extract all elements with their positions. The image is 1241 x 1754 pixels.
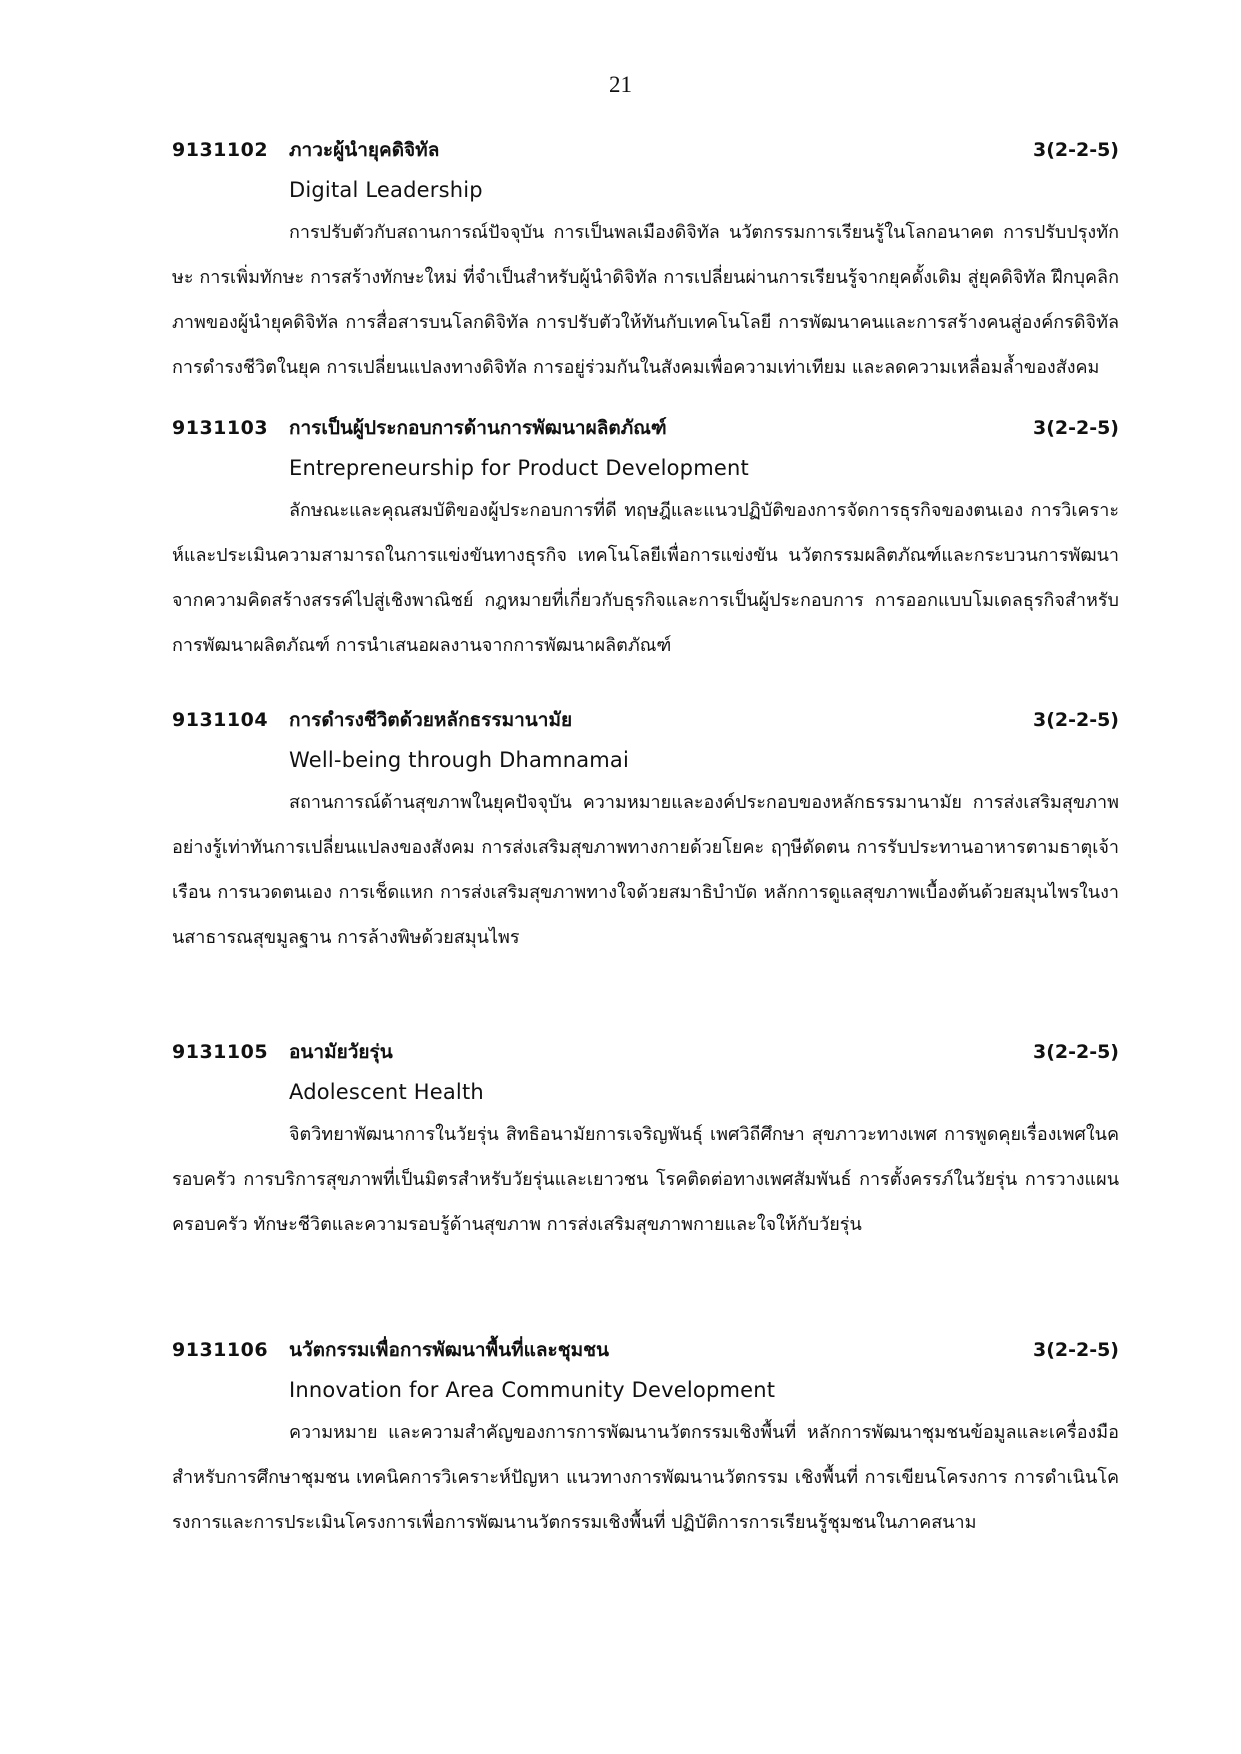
course-english-title: Adolescent Health [289,1080,484,1104]
course-header [172,408,1119,448]
page-number: 21 [609,72,632,97]
course-english-title: Digital Leadership [289,178,483,202]
course-header [172,1330,1119,1370]
course-code: 9131106 [172,1339,269,1361]
course-thai-title: นวัตกรรมเพื่อการพัฒนาพื้นที่และชุมชน [289,1339,610,1361]
course-code: 9131103 [172,417,269,439]
course-thai-title: ภาวะผู้นำยุคดิจิทัล [289,139,440,161]
course-entry [172,1330,1119,1545]
course-code: 9131105 [172,1041,269,1063]
course-entry [172,700,1119,960]
course-english-title: Entrepreneurship for Product Development [289,456,749,480]
course-description: สถานการณ์ด้านสุขภาพในยุคปัจจุบัน ความหมายและองค์ประกอบของหลักธรรมานามัย การส่งเสริมสุขภาพอย่างรู้เท่าทันการเปลี่ยนแปลงของสังคม การส่งเสริมสุขภาพทางกายด้วยโยคะ ฤๅษีดัดตน การรับประทานอาหารตามธาตุเจ้าเรือน การนวดตนเอง การเช็ดแหก การส่งเสริมสุขภาพทางใจด้วยสมาธิบำบัด หลักการดูแลสุขภาพเบื้องต้นด้วยสมุนไพรในงานสาธารณสุขมูลฐาน การล้างพิษด้วยสมุนไพร [172,792,1119,948]
course-english-title: Innovation for Area Community Development [289,1378,776,1402]
course-description: ความหมาย และความสำคัญของการการพัฒนานวัตกรรมเชิงพื้นที่ หลักการพัฒนาชุมชนข้อมูลและเครื่องมือสำหรับการศึกษาชุมชน เทคนิคการวิเคราะห์ปัญหา แนวทางการพัฒนานวัตกรรม เชิงพื้นที่ การเขียนโครงการ การดำเนินโครงการและการประเมินโครงการเพื่อการพัฒนานวัตกรรมเชิงพื้นที่ ปฏิบัติการการเรียนรู้ชุมชนในภาคสนาม [172,1422,1119,1533]
course-header [172,130,1119,170]
course-english-title: Well-being through Dhamnamai [289,748,630,772]
course-entry [172,408,1119,668]
course-header [172,1032,1119,1072]
course-description: ลักษณะและคุณสมบัติของผู้ประกอบการที่ดี ทฤษฎีและแนวปฏิบัติของการจัดการธุรกิจของตนเอง การวิเคราะห์และประเมินความสามารถในการแข่งขันทางธุรกิจ เทคโนโลยีเพื่อการแข่งขัน นวัตกรรมผลิตภัณฑ์และกระบวนการพัฒนาจากความคิดสร้างสรรค์ไปสู่เชิงพาณิชย์ กฎหมายที่เกี่ยวกับธุรกิจและการเป็นผู้ประกอบการ การออกแบบโมเดลธุรกิจสำหรับการพัฒนาผลิตภัณฑ์ การนำเสนอผลงานจากการพัฒนาผลิตภัณฑ์ [172,500,1119,656]
course-header [172,700,1119,740]
course-credits: 3(2-2-5) [1032,417,1119,439]
course-thai-title: การเป็นผู้ประกอบการด้านการพัฒนาผลิตภัณฑ์ [289,417,667,439]
course-entry [172,1032,1119,1247]
course-description: จิตวิทยาพัฒนาการในวัยรุ่น สิทธิอนามัยการเจริญพันธุ์ เพศวิถีศึกษา สุขภาวะทางเพศ การพูดคุยเรื่องเพศในครอบครัว การบริการสุขภาพที่เป็นมิตรสำหรับวัยรุ่นและเยาวชน โรคติดต่อทางเพศสัมพันธ์ การตั้งครรภ์ในวัยรุ่น การวางแผนครอบครัว ทักษะชีวิตและความรอบรู้ด้านสุขภาพ การส่งเสริมสุขภาพกายและใจให้กับวัยรุ่น [172,1124,1119,1235]
course-thai-title: การดำรงชีวิตด้วยหลักธรรมานามัย [289,709,573,731]
course-description: การปรับตัวกับสถานการณ์ปัจจุบัน การเป็นพลเมืองดิจิทัล นวัตกรรมการเรียนรู้ในโลกอนาคต การปรับปรุงทักษะ การเพิ่มทักษะ การสร้างทักษะใหม่ ที่จำเป็นสำหรับผู้นำดิจิทัล การเปลี่ยนผ่านการเรียนรู้จากยุคดั้งเดิม สู่ยุคดิจิทัล ฝึกบุคลิกภาพของผู้นำยุคดิจิทัล การสื่อสารบนโลกดิจิทัล การปรับตัวให้ทันกับเทคโนโลยี การพัฒนาคนและการสร้างคนสู่องค์กรดิจิทัล การดำรงชีวิตในยุค การเปลี่ยนแปลงทางดิจิทัล การอยู่ร่วมกันในสังคมเพื่อความเท่าเทียม และลดความเหลื่อมล้ำของสังคม [172,222,1119,378]
course-code: 9131104 [172,709,269,731]
course-code: 9131102 [172,139,269,161]
course-entry [172,130,1119,390]
course-credits: 3(2-2-5) [1032,1041,1119,1063]
course-thai-title: อนามัยวัยรุ่น [289,1041,393,1063]
course-credits: 3(2-2-5) [1032,1339,1119,1361]
course-credits: 3(2-2-5) [1032,709,1119,731]
course-credits: 3(2-2-5) [1032,139,1119,161]
